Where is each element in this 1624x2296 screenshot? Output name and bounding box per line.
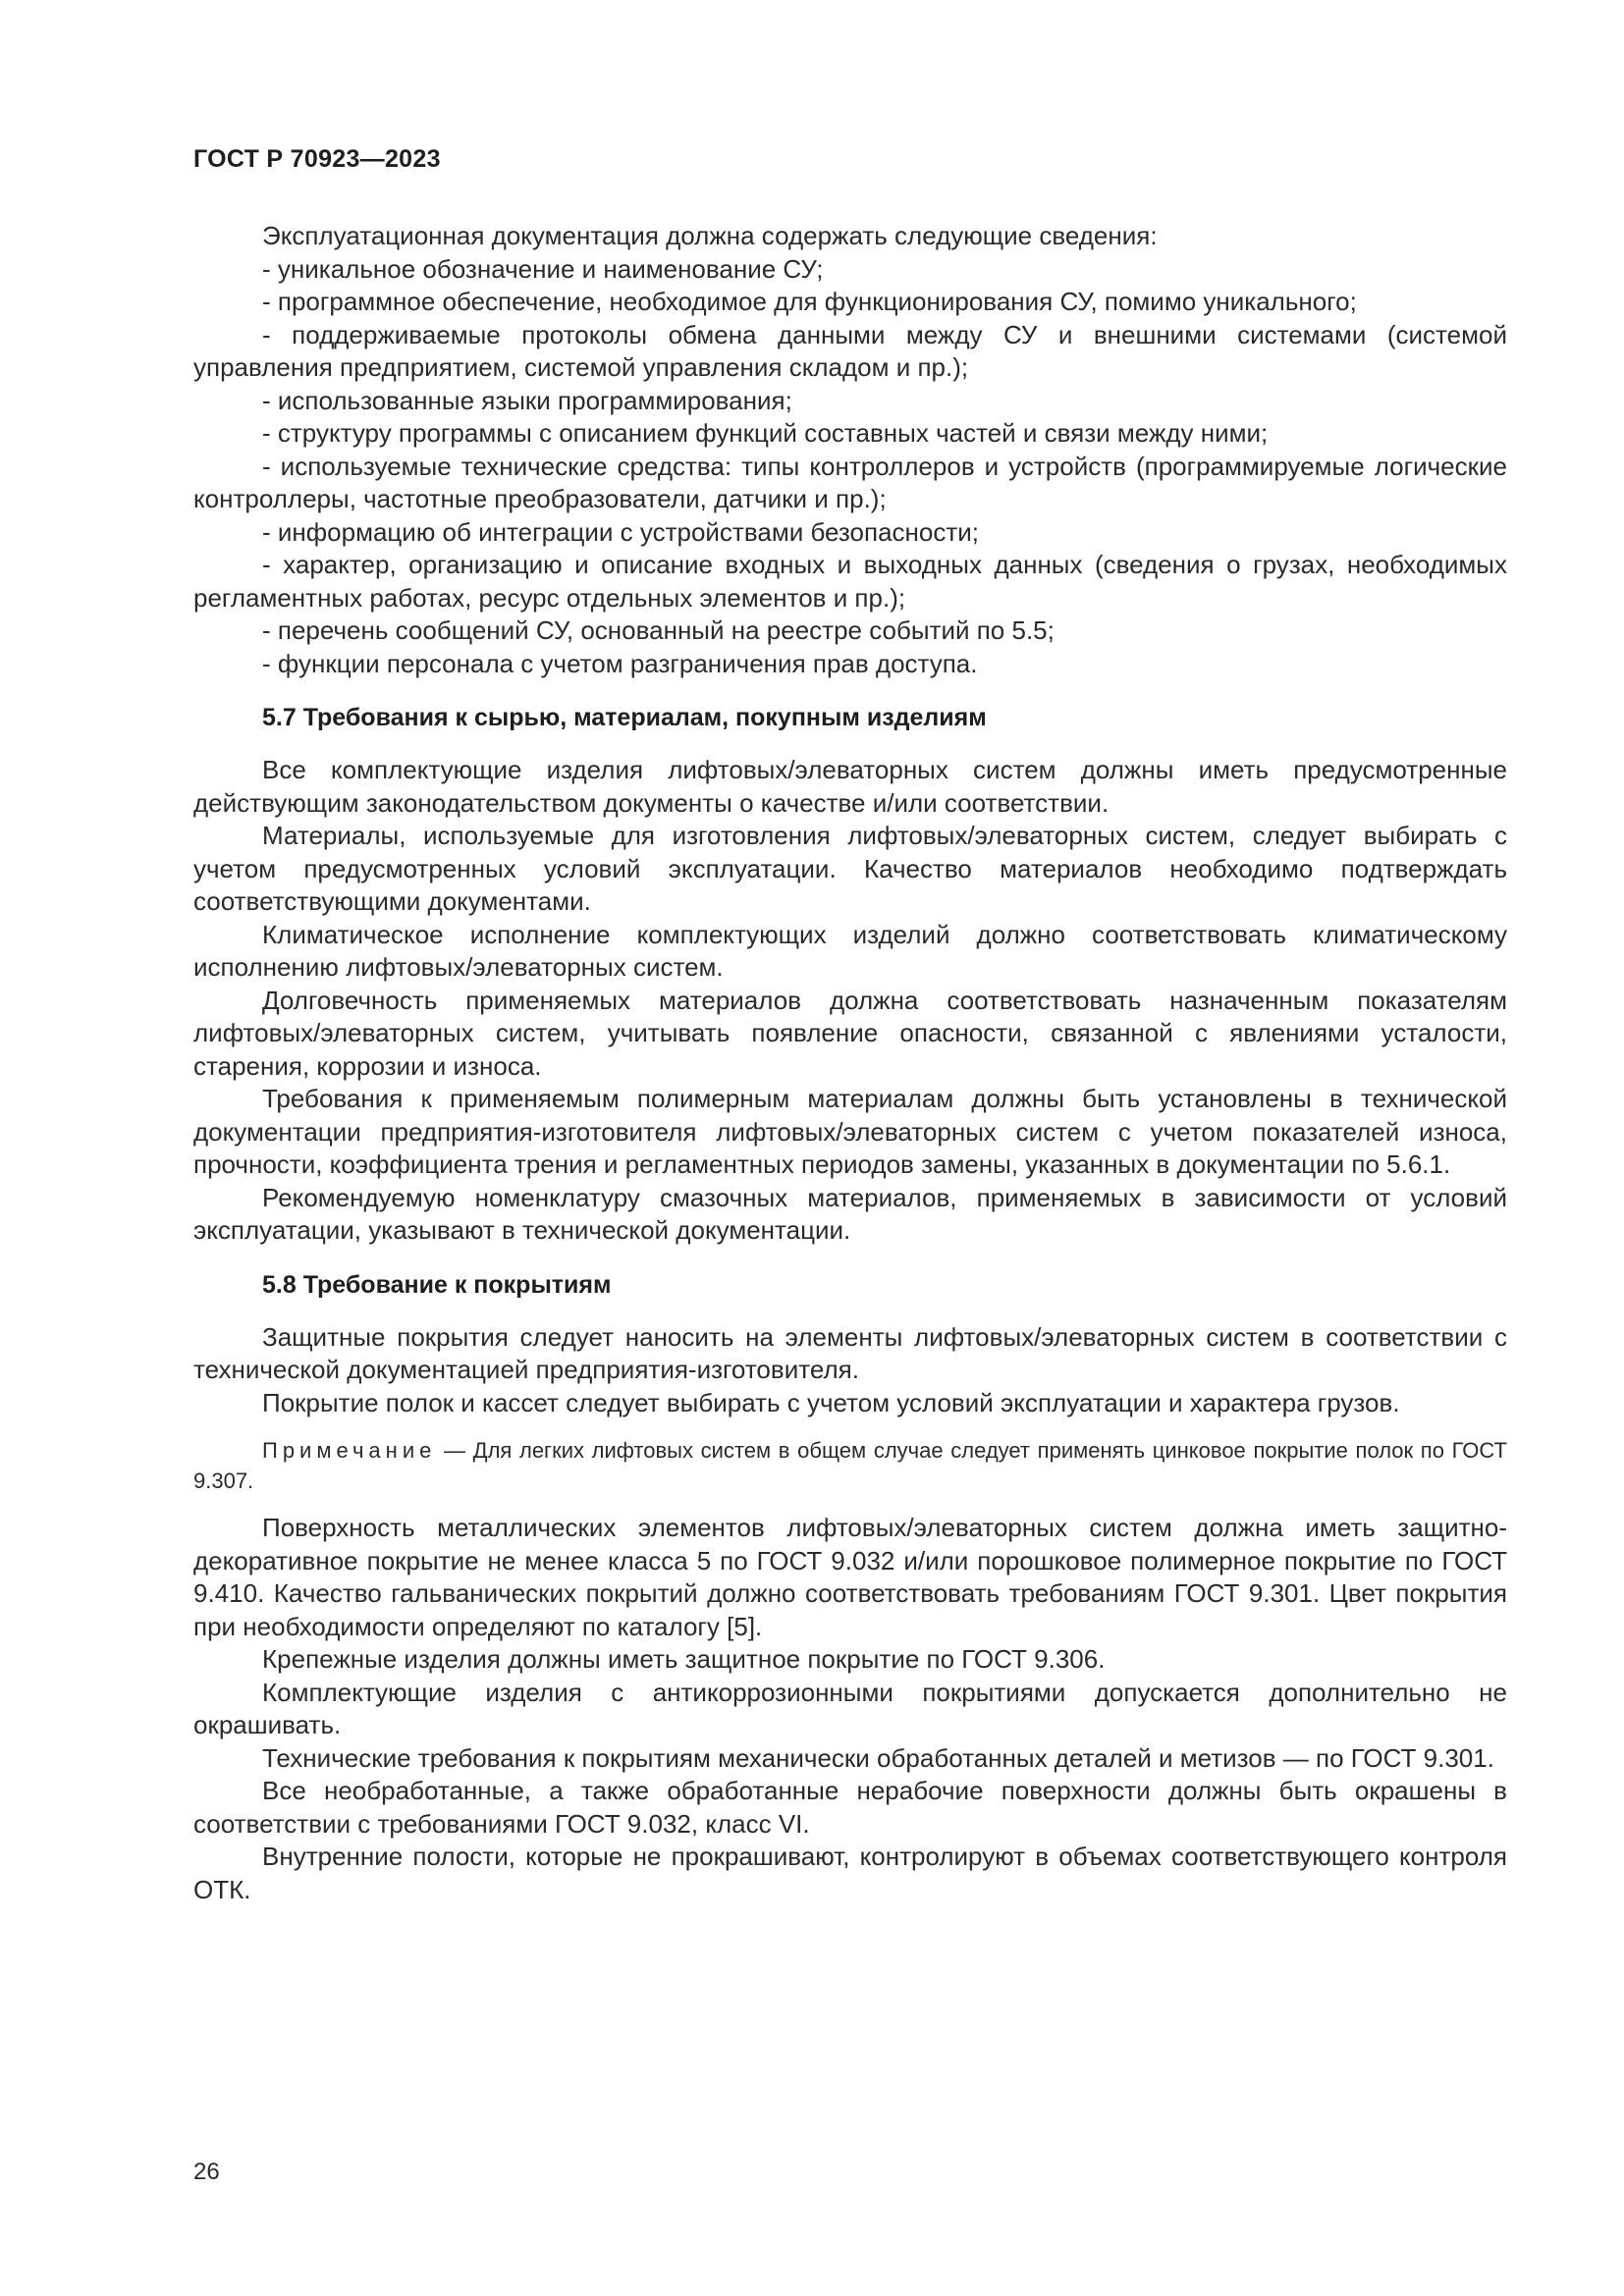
list-item: - уникальное обозначение и наименование СУ;	[262, 253, 824, 284]
standard-header: ГОСТ Р 70923—2023	[193, 145, 441, 173]
paragraph: Технические требования к покрытиям механически обработанных деталей и метизов — по ГОСТ 9.301.	[262, 1742, 1494, 1773]
paragraph: Климатическое исполнение комплектующих изделий должно соответствовать климатическому исполнению лифтовых/элеваторных систем.	[193, 919, 1507, 982]
paragraph: Рекомендуемую номенклатуру смазочных материалов, применяемых в зависимости от условий эксплуатации, указывают в технической документации.	[193, 1182, 1507, 1245]
paragraph: Требования к применяемым полимерным материалам должны быть установлены в технической документации предприятия-изготовителя лифтовых/элеваторных систем с учетом показателей износа, прочности, коэффициента трения и регламентных периодов замены, указанных в документации по 5.6.1.	[193, 1084, 1507, 1179]
paragraph: Долговечность применяемых материалов должна соответствовать назначенным показателям лифтовых/элеваторных систем, учитывать появление опасности, связанной с явлениями усталости, старения, коррозии и износа.	[193, 985, 1507, 1081]
paragraph: Защитные покрытия следует наносить на элементы лифтовых/элеваторных систем в соответствии с технической документацией предприятия-изготовителя.	[193, 1321, 1507, 1384]
paragraph: Покрытие полок и кассет следует выбирать с учетом условий эксплуатации и характера грузов.	[262, 1387, 1400, 1417]
paragraph: Материалы, используемые для изготовления лифтовых/элеваторных систем, следует выбирать с учетом предусмотренных условий эксплуатации. Качество материалов необходимо подтверждать соответствующими документами.	[193, 821, 1507, 916]
list-item: - информацию об интеграции с устройствами безопасности;	[262, 516, 980, 547]
paragraph: Комплектующие изделия с антикоррозионными покрытиями допускается дополнительно не окрашивать.	[193, 1677, 1507, 1739]
section-heading-5-7: 5.7 Требования к сырью, материалам, покупным изделиям	[262, 704, 987, 731]
paragraph: Крепежные изделия должны иметь защитное покрытие по ГОСТ 9.306.	[262, 1644, 1106, 1674]
list-item: - программное обеспечение, необходимое для функционирования СУ, помимо уникального;	[262, 287, 1357, 316]
paragraph: Поверхность металлических элементов лифтовых/элеваторных систем должна иметь защитно-декоративное покрытие не менее класса 5 по ГОСТ 9.032 и/или порошковое полимерное покрытие по ГОСТ 9.410. Качество гальванических покрытий должно соответствовать требованиям ГОСТ 9.301. Цвет покрытия при необходимости определяют по каталогу [5].	[193, 1513, 1507, 1641]
page-number: 26	[193, 2159, 220, 2185]
section-heading-5-8: 5.8 Требование к покрытиям	[262, 1270, 612, 1299]
list-item: - характер, организацию и описание входных и выходных данных (сведения о грузах, необходимых регламентных работах, ресурс отдельных элементов и пр.);	[193, 550, 1507, 613]
list-item: - использованные языки программирования;	[262, 385, 792, 415]
paragraph: Все комплектующие изделия лифтовых/элеваторных систем должны иметь предусмотренные действующим законодательством документы о качестве и/или соответствии.	[193, 755, 1507, 818]
note-block	[193, 1435, 1507, 1496]
note-text: — Для легких лифтовых систем в общем случае следует применять цинковое покрытие полок по ГОСТ 9.307.	[193, 1438, 1507, 1493]
list-item: - перечень сообщений СУ, основанный на реестре событий по 5.5;	[262, 615, 1055, 645]
list-item: - используемые технические средства: типы контроллеров и устройств (программируемые логические контроллеры, частотные преобразователи, датчики и пр.);	[193, 451, 1507, 513]
list-item: - поддерживаемые протоколы обмена данными между СУ и внешними системами (системой управления предприятием, системой управления складом и пр.);	[193, 319, 1507, 382]
document-body	[193, 220, 1507, 1906]
note-label: Примечание	[262, 1438, 437, 1463]
paragraph: Внутренние полости, которые не прокрашивают, контролируют в объемах соответствующего контроля ОТК.	[193, 1842, 1507, 1904]
paragraph-intro: Эксплуатационная документация должна содержать следующие сведения:	[262, 221, 1158, 250]
paragraph: Все необработанные, а также обработанные нерабочие поверхности должны быть окрашены в соответствии с требованиями ГОСТ 9.032, класс VI.	[193, 1776, 1507, 1839]
list-item: - структуру программы с описанием функций составных частей и связи между ними;	[262, 418, 1269, 448]
list-item: - функции персонала с учетом разграничения прав доступа.	[262, 648, 978, 678]
